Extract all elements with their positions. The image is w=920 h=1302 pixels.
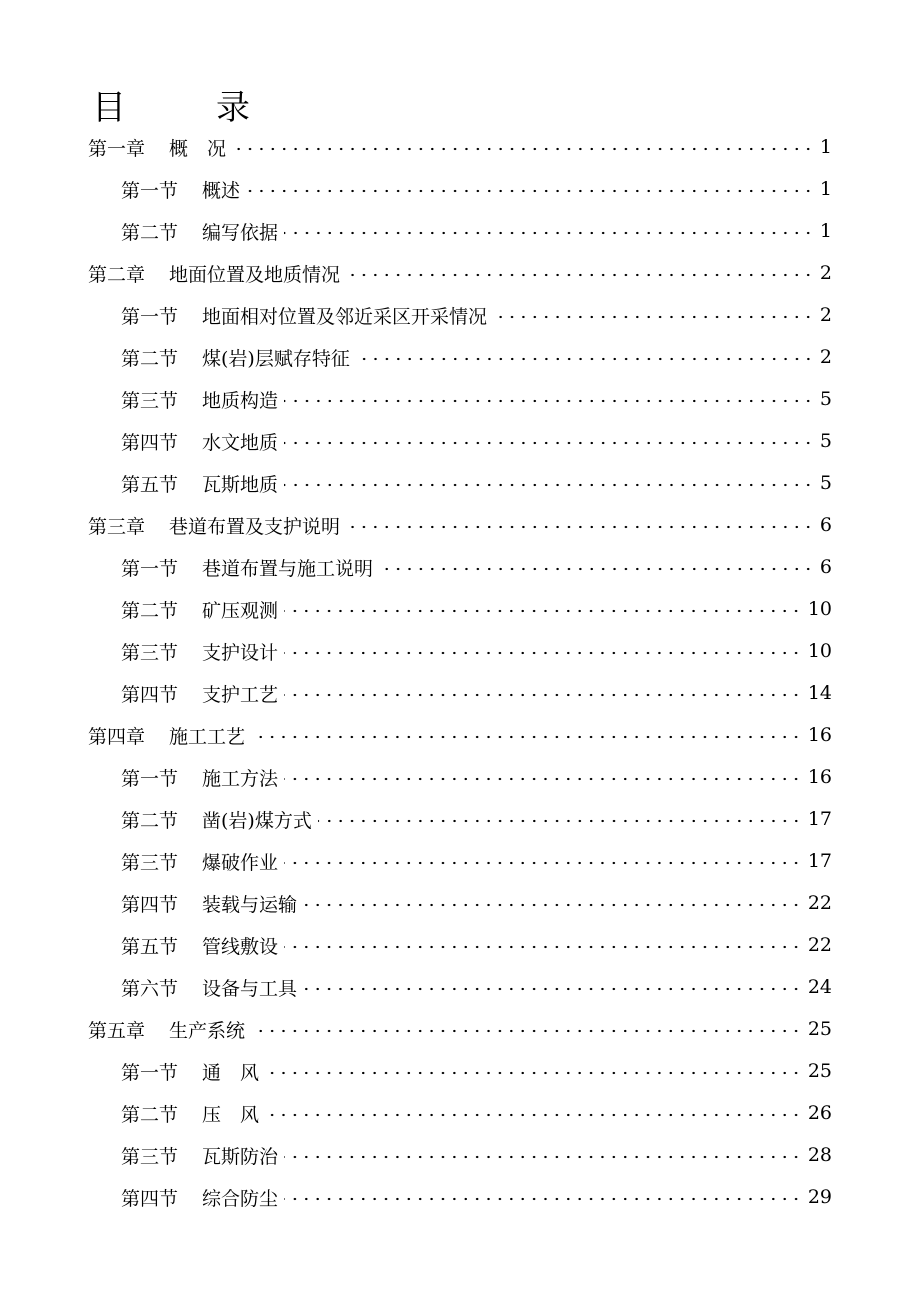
toc-section-entry[interactable] [0,378,920,420]
toc-dot-leader [493,307,814,327]
toc-section-entry[interactable] [0,1176,920,1218]
toc-page-number: 2 [819,262,832,284]
toc-section-entry[interactable] [0,546,920,588]
toc-dot-leader [284,601,802,621]
toc-page-number: 1 [819,136,832,158]
toc-section-entry[interactable] [0,420,920,462]
toc-entry-number: 第一章 [88,137,146,160]
toc-section-entry[interactable] [0,924,920,966]
toc-dot-leader [284,769,802,789]
toc-entry-label [121,680,278,707]
toc-dot-leader [284,853,802,873]
toc-list [0,126,920,1218]
toc-entry-number: 第五节 [121,935,179,958]
toc-section-entry[interactable] [0,294,920,336]
toc-entry-title: 凿(岩)煤方式 [202,809,312,832]
toc-dot-leader [356,349,814,369]
toc-page-number: 17 [807,808,832,830]
toc-dot-leader [318,811,802,831]
toc-section-entry[interactable] [0,462,920,504]
toc-dot-leader [379,559,814,579]
toc-entry-label [88,512,340,539]
toc-dot-leader [232,139,814,159]
toc-entry-label [121,302,487,329]
toc-entry-number: 第三节 [121,851,179,874]
toc-entry-label [88,722,245,749]
toc-page-number: 26 [807,1102,832,1124]
toc-entry-number: 第五章 [88,1019,146,1042]
toc-entry-number: 第四节 [121,683,179,706]
toc-section-entry[interactable] [0,336,920,378]
toc-entry-label [121,890,297,917]
toc-entry-title: 矿压观测 [202,599,279,622]
toc-entry-title: 水文地质 [202,431,279,454]
toc-entry-number: 第四节 [121,1187,179,1210]
toc-page-number: 22 [807,934,832,956]
toc-entry-label [121,848,278,875]
toc-entry-title: 瓦斯地质 [202,473,279,496]
toc-section-entry[interactable] [0,1134,920,1176]
toc-entry-number: 第二节 [121,347,179,370]
toc-entry-number: 第三章 [88,515,146,538]
toc-page-number: 17 [807,850,832,872]
toc-page-number: 5 [819,430,832,452]
toc-chapter-entry[interactable] [0,252,920,294]
toc-entry-label [121,386,278,413]
toc-page-number: 1 [819,178,832,200]
toc-entry-label [121,1142,278,1169]
toc-entry-title: 管线敷设 [202,935,279,958]
toc-dot-leader [284,643,802,663]
toc-entry-number: 第一节 [121,767,179,790]
toc-entry-title: 巷道布置及支护说明 [169,515,341,538]
toc-entry-title: 施工工艺 [169,725,246,748]
toc-entry-title: 编写依据 [202,221,279,244]
toc-entry-number: 第五节 [121,473,179,496]
toc-entry-title: 压 风 [202,1103,260,1126]
toc-dot-leader [284,223,814,243]
toc-section-entry[interactable] [0,1092,920,1134]
toc-chapter-entry[interactable] [0,126,920,168]
toc-chapter-entry[interactable] [0,1008,920,1050]
toc-section-entry[interactable] [0,882,920,924]
toc-entry-label [121,974,297,1001]
toc-entry-title: 支护设计 [202,641,279,664]
toc-page-number: 5 [819,388,832,410]
toc-entry-number: 第一节 [121,1061,179,1084]
toc-section-entry[interactable] [0,630,920,672]
toc-entry-number: 第四章 [88,725,146,748]
toc-entry-number: 第三节 [121,641,179,664]
toc-entry-number: 第二节 [121,1103,179,1126]
toc-page-number: 10 [807,598,832,620]
toc-entry-title: 施工方法 [202,767,279,790]
toc-page-number: 6 [819,514,832,536]
toc-section-entry[interactable] [0,1050,920,1092]
toc-entry-title: 爆破作业 [202,851,279,874]
toc-dot-leader [284,1189,802,1209]
toc-section-entry[interactable] [0,798,920,840]
toc-entry-title: 支护工艺 [202,683,279,706]
toc-section-entry[interactable] [0,966,920,1008]
toc-entry-title: 装载与运输 [202,893,298,916]
toc-page-number: 5 [819,472,832,494]
toc-entry-number: 第二章 [88,263,146,286]
toc-entry-title: 综合防尘 [202,1187,279,1210]
toc-entry-number: 第一节 [121,179,179,202]
toc-dot-leader [246,181,814,201]
toc-page-number: 24 [807,976,832,998]
toc-entry-number: 第一节 [121,557,179,580]
toc-entry-label [121,344,350,371]
toc-dot-leader [251,1021,802,1041]
toc-entry-number: 第二节 [121,809,179,832]
toc-page-number: 25 [807,1060,832,1082]
toc-entry-number: 第六节 [121,977,179,1000]
toc-entry-label [88,1016,245,1043]
toc-dot-leader [346,265,814,285]
toc-entry-label [121,596,278,623]
toc-entry-title: 煤(岩)层赋存特征 [202,347,350,370]
toc-entry-title: 概述 [202,179,241,202]
toc-page-number: 14 [807,682,832,704]
toc-dot-leader [284,685,802,705]
toc-entry-label [88,260,340,287]
toc-entry-number: 第三节 [121,389,179,412]
toc-entry-label [121,806,312,833]
toc-entry-title: 生产系统 [169,1019,246,1042]
toc-entry-number: 第二节 [121,599,179,622]
toc-entry-label [121,932,278,959]
toc-dot-leader [284,433,814,453]
toc-page-number: 29 [807,1186,832,1208]
toc-dot-leader [346,517,814,537]
toc-entry-label [121,638,278,665]
toc-dot-leader [265,1105,802,1125]
toc-section-entry[interactable] [0,210,920,252]
toc-entry-title: 巷道布置与施工说明 [202,557,374,580]
toc-entry-title: 地面位置及地质情况 [169,263,341,286]
toc-entry-label [121,1058,259,1085]
toc-dot-leader [284,391,814,411]
toc-dot-leader [303,895,802,915]
toc-entry-title: 地面相对位置及邻近采区开采情况 [202,305,488,328]
toc-entry-title: 通 风 [202,1061,260,1084]
toc-entry-title: 设备与工具 [202,977,298,1000]
toc-entry-label [121,428,278,455]
toc-entry-number: 第四节 [121,431,179,454]
toc-page-number: 22 [807,892,832,914]
toc-page-number: 2 [819,304,832,326]
toc-page-number: 25 [807,1018,832,1040]
toc-dot-leader [284,1147,802,1167]
toc-section-entry[interactable] [0,756,920,798]
toc-entry-number: 第二节 [121,221,179,244]
toc-entry-label [121,554,373,581]
toc-page-number: 1 [819,220,832,242]
toc-entry-title: 地质构造 [202,389,279,412]
toc-entry-label [121,176,240,203]
toc-page-number: 28 [807,1144,832,1166]
toc-entry-label [88,134,226,161]
toc-section-entry[interactable] [0,672,920,714]
toc-entry-label [121,218,278,245]
toc-entry-label [121,1100,259,1127]
toc-page-number: 6 [819,556,832,578]
toc-page-number: 10 [807,640,832,662]
toc-title: 目 录 [92,88,278,128]
toc-entry-title: 概 况 [169,137,227,160]
toc-entry-label [121,470,278,497]
toc-page-number: 2 [819,346,832,368]
toc-dot-leader [251,727,802,747]
toc-chapter-entry[interactable] [0,714,920,756]
toc-entry-number: 第四节 [121,893,179,916]
toc-entry-label [121,1184,278,1211]
toc-section-entry[interactable] [0,588,920,630]
toc-dot-leader [303,979,802,999]
toc-dot-leader [284,475,814,495]
toc-chapter-entry[interactable] [0,504,920,546]
toc-page-number: 16 [807,766,832,788]
toc-entry-label [121,764,278,791]
toc-entry-number: 第一节 [121,305,179,328]
toc-dot-leader [265,1063,802,1083]
toc-entry-number: 第三节 [121,1145,179,1168]
toc-entry-title: 瓦斯防治 [202,1145,279,1168]
toc-section-entry[interactable] [0,840,920,882]
toc-section-entry[interactable] [0,168,920,210]
toc-page-number: 16 [807,724,832,746]
toc-dot-leader [284,937,802,957]
